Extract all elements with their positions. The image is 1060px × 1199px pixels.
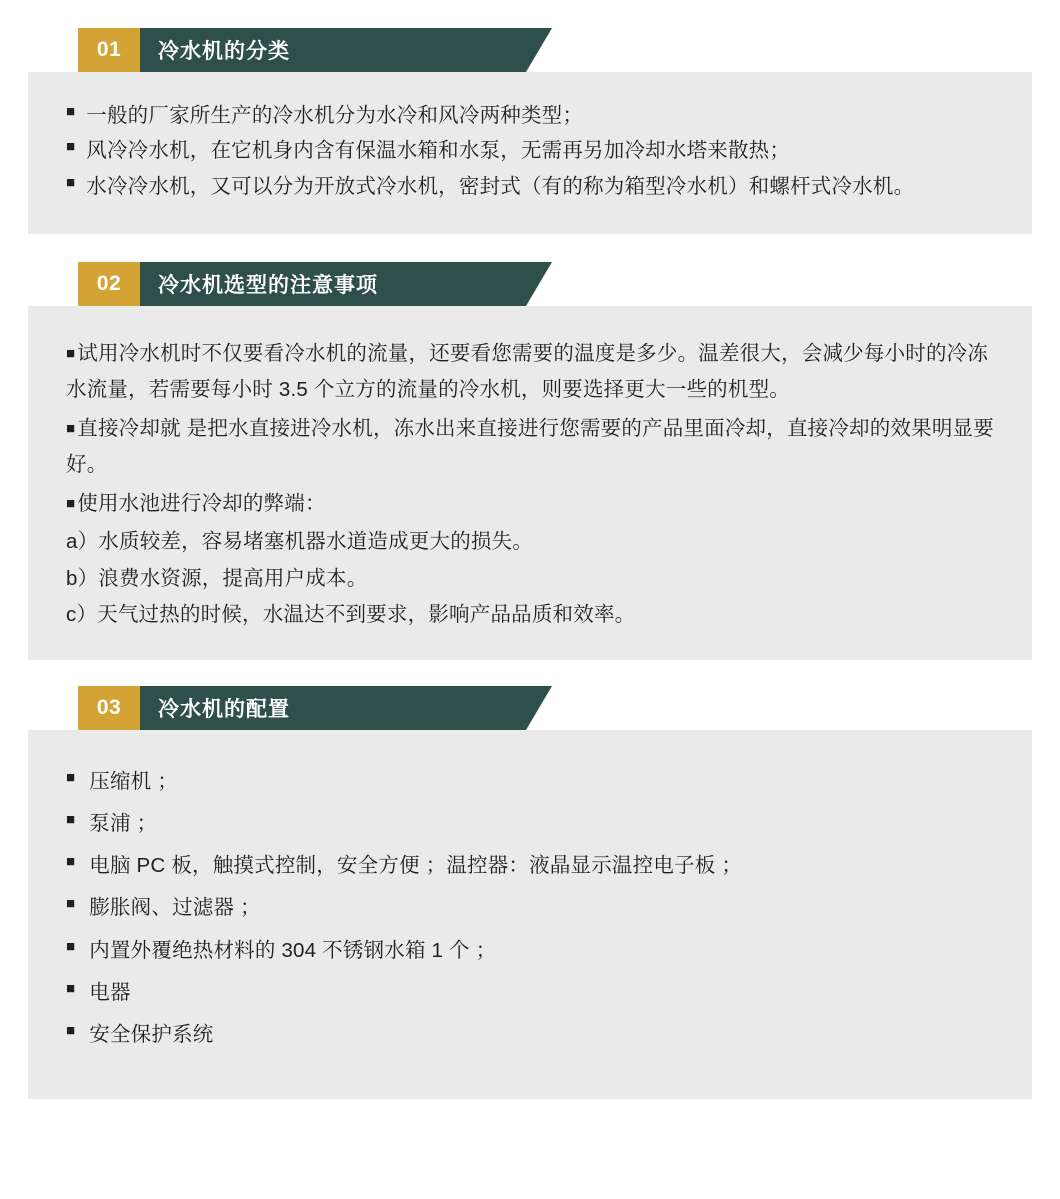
top-spacer (0, 0, 1060, 28)
list-item-text: 压缩机 ； (89, 769, 178, 793)
list-item-text: 安全保护系统 (89, 1023, 214, 1047)
list-item (66, 890, 994, 925)
paragraph-text: 使用水池进行冷却的弊端： (77, 491, 326, 515)
list-item (66, 806, 994, 841)
list-item (66, 98, 994, 133)
section-01-number: 01 (78, 28, 140, 72)
paragraph-text: 直接冷却就 是把水直接进冷水机，冻水出来直接进行您需要的产品里面冷却，直接冷却的效果明显要好。 (66, 416, 994, 477)
section-02 (0, 262, 1060, 660)
section-03-number: 03 (78, 686, 140, 730)
section-03-body (28, 730, 1032, 1100)
square-bullet-icon: ■ (66, 173, 76, 191)
list-item-text: 泵浦 ； (89, 811, 158, 835)
sub-item: a）水质较差，容易堵塞机器水道造成更大的损失。 (66, 530, 533, 554)
bottom-spacer (0, 1099, 1060, 1199)
section-03-title: 冷水机的配置 (158, 697, 290, 721)
list-item (66, 133, 994, 168)
section-03 (0, 686, 1060, 1100)
list-item-text: 内置外覆绝热材料的 304 不锈钢水箱 1 个 ； (89, 938, 497, 962)
section-02-header (78, 262, 526, 306)
paragraph (66, 336, 1002, 409)
square-bullet-icon: ■ (66, 895, 76, 913)
paragraph (66, 486, 1002, 522)
section-02-number: 02 (78, 262, 140, 306)
square-bullet-icon: ■ (66, 138, 76, 156)
section-02-title-ribbon (140, 262, 526, 306)
square-bullet-icon: ■ (66, 1022, 76, 1040)
section-02-body (28, 306, 1032, 660)
list-item (66, 975, 994, 1010)
list-item-text: 风冷冷水机，在它机身内含有保温水箱和水泵，无需再另加冷却水塔来散热； (86, 139, 791, 163)
square-bullet-icon: ■ (66, 344, 76, 362)
section-01-body (28, 72, 1032, 234)
list-item-text: 膨胀阀、过滤器 ； (89, 896, 261, 920)
list-item-text: 电器 (89, 980, 131, 1004)
list-item-text: 一般的厂家所生产的冷水机分为水冷和风冷两种类型； (86, 104, 584, 127)
paragraph (66, 411, 1002, 484)
section-03-title-ribbon (140, 686, 526, 730)
square-bullet-icon: ■ (66, 810, 76, 828)
section-01-title-ribbon (140, 28, 526, 72)
section-01-header (78, 28, 526, 72)
list-item (66, 764, 994, 799)
spacer-2 (0, 660, 1060, 686)
sub-item: b）浪费水资源，提高用户成本。 (66, 566, 368, 590)
spacer-1 (0, 234, 1060, 262)
section-03-header (78, 686, 526, 730)
square-bullet-icon: ■ (66, 103, 76, 120)
square-bullet-icon: ■ (66, 979, 76, 997)
section-01 (0, 28, 1060, 234)
square-bullet-icon: ■ (66, 937, 76, 955)
square-bullet-icon: ■ (66, 419, 76, 437)
section-01-title: 冷水机的分类 (158, 40, 290, 63)
square-bullet-icon: ■ (66, 494, 76, 512)
paragraph-text: 试用冷水机时不仅要看冷水机的流量，还要看您需要的温度是多少。温差很大，会减少每小时的冷冻水流量，若需要每小时 3.5 个立方的流量的冷水机，则要选择更大一些的机型。 (66, 341, 989, 402)
list-item-text: 电脑 PC 板，触摸式控制，安全方便 ；温控器：液晶显示温控电子板 ； (89, 854, 743, 878)
list-item (66, 848, 994, 883)
list-item (66, 1017, 994, 1052)
square-bullet-icon: ■ (66, 768, 76, 786)
sub-item: c）天气过热的时候，水温达不到要求，影响产品品质和效率。 (66, 603, 636, 627)
section-02-title: 冷水机选型的注意事项 (158, 273, 378, 297)
list-item (66, 933, 994, 968)
list-item (66, 169, 994, 204)
square-bullet-icon: ■ (66, 853, 76, 871)
list-item-text: 水冷冷水机，又可以分为开放式冷水机，密封式（有的称为箱型冷水机）和螺杆式冷水机。 (86, 174, 915, 198)
